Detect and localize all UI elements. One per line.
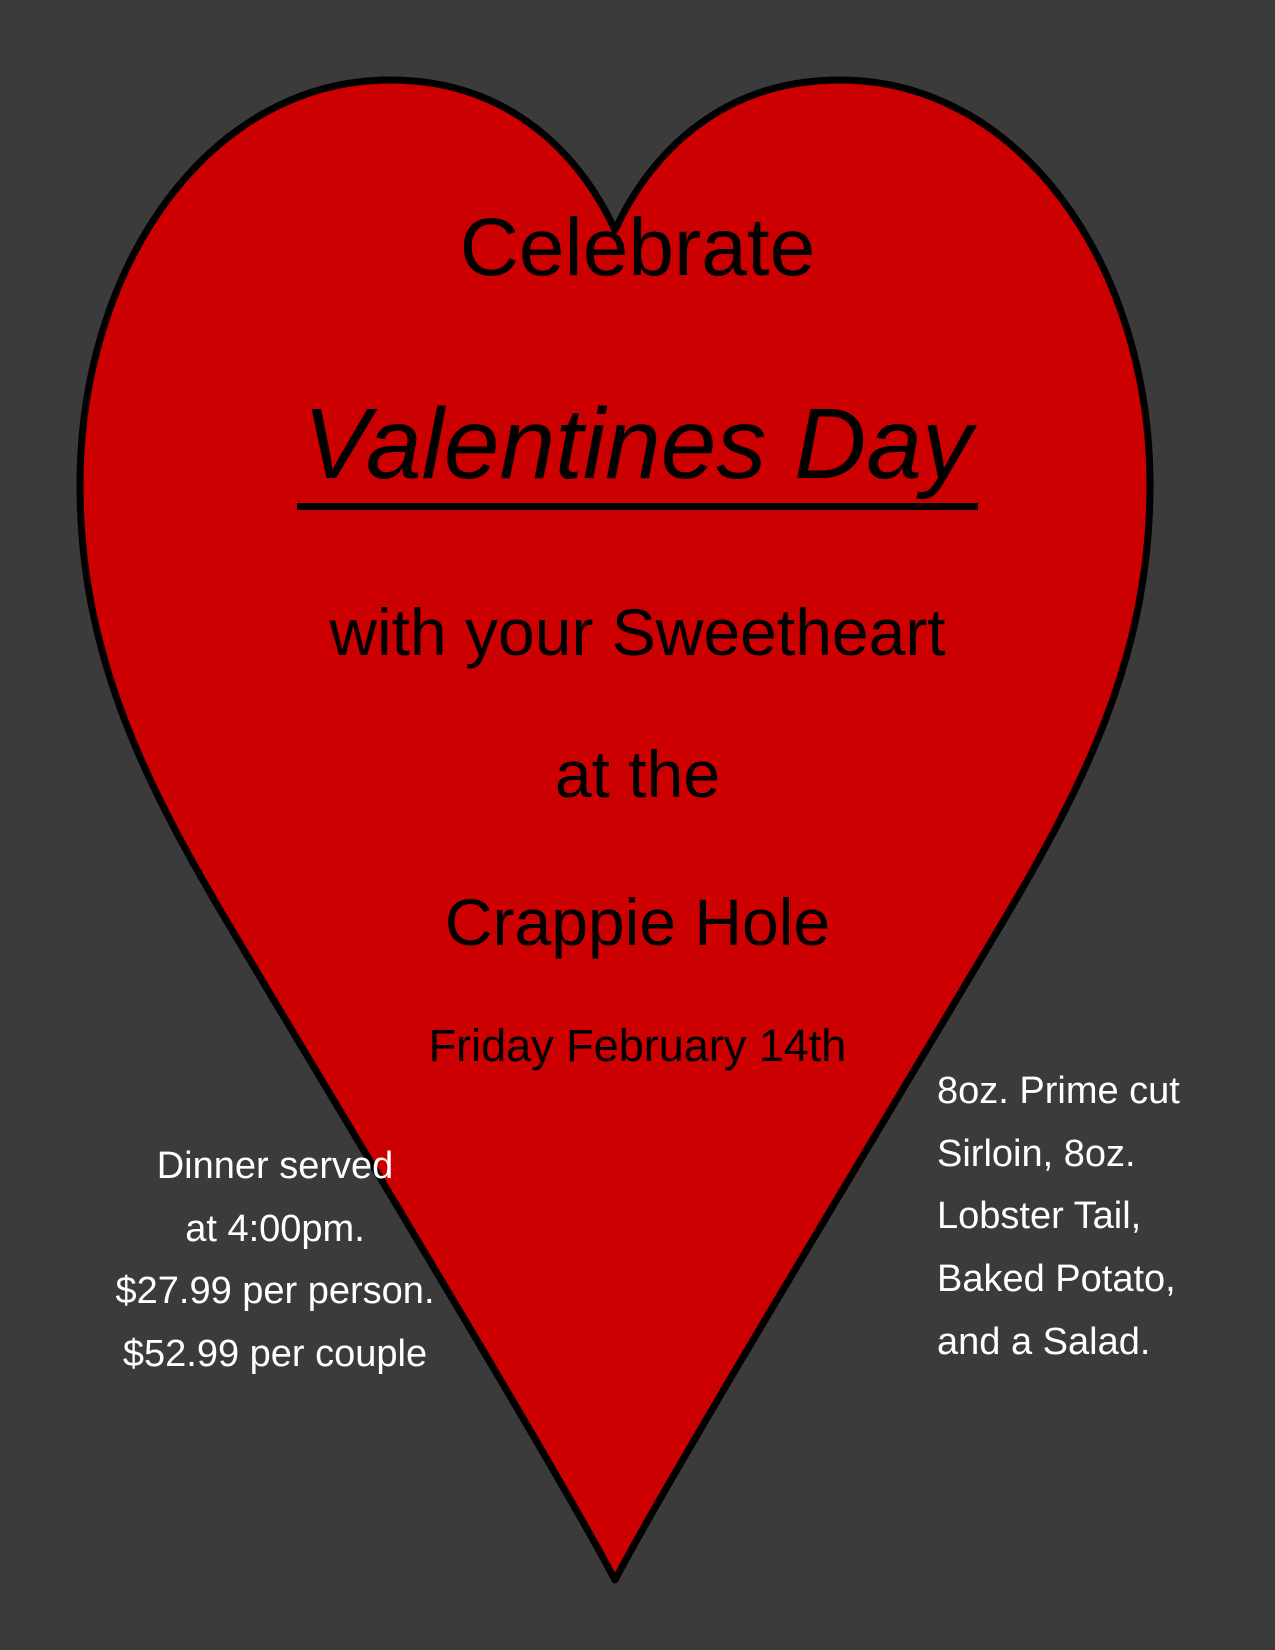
subheadline-with-sweetheart: with your Sweetheart bbox=[329, 595, 946, 669]
headline-valentines-day-text: Valentines Day bbox=[297, 392, 978, 510]
dinner-details-block bbox=[80, 1135, 470, 1386]
dinner-served-line: Dinner served bbox=[156, 1145, 394, 1187]
subheadline-at-the: at the bbox=[554, 737, 721, 811]
price-per-couple-line: $52.99 per couple bbox=[122, 1333, 428, 1376]
event-date: Friday February 14th bbox=[428, 1020, 847, 1071]
headline-celebrate: Celebrate bbox=[459, 202, 816, 293]
price-per-person-line: $27.99 per person. bbox=[115, 1270, 435, 1313]
venue-name: Crappie Hole bbox=[444, 885, 831, 959]
dinner-time-line: at 4:00pm. bbox=[185, 1207, 365, 1250]
menu-details-block: 8oz. Prime cut Sirloin, 8oz. Lobster Tail, Baked Potato, and a Salad. bbox=[937, 1070, 1180, 1363]
headline-valentines-day bbox=[0, 388, 1275, 510]
